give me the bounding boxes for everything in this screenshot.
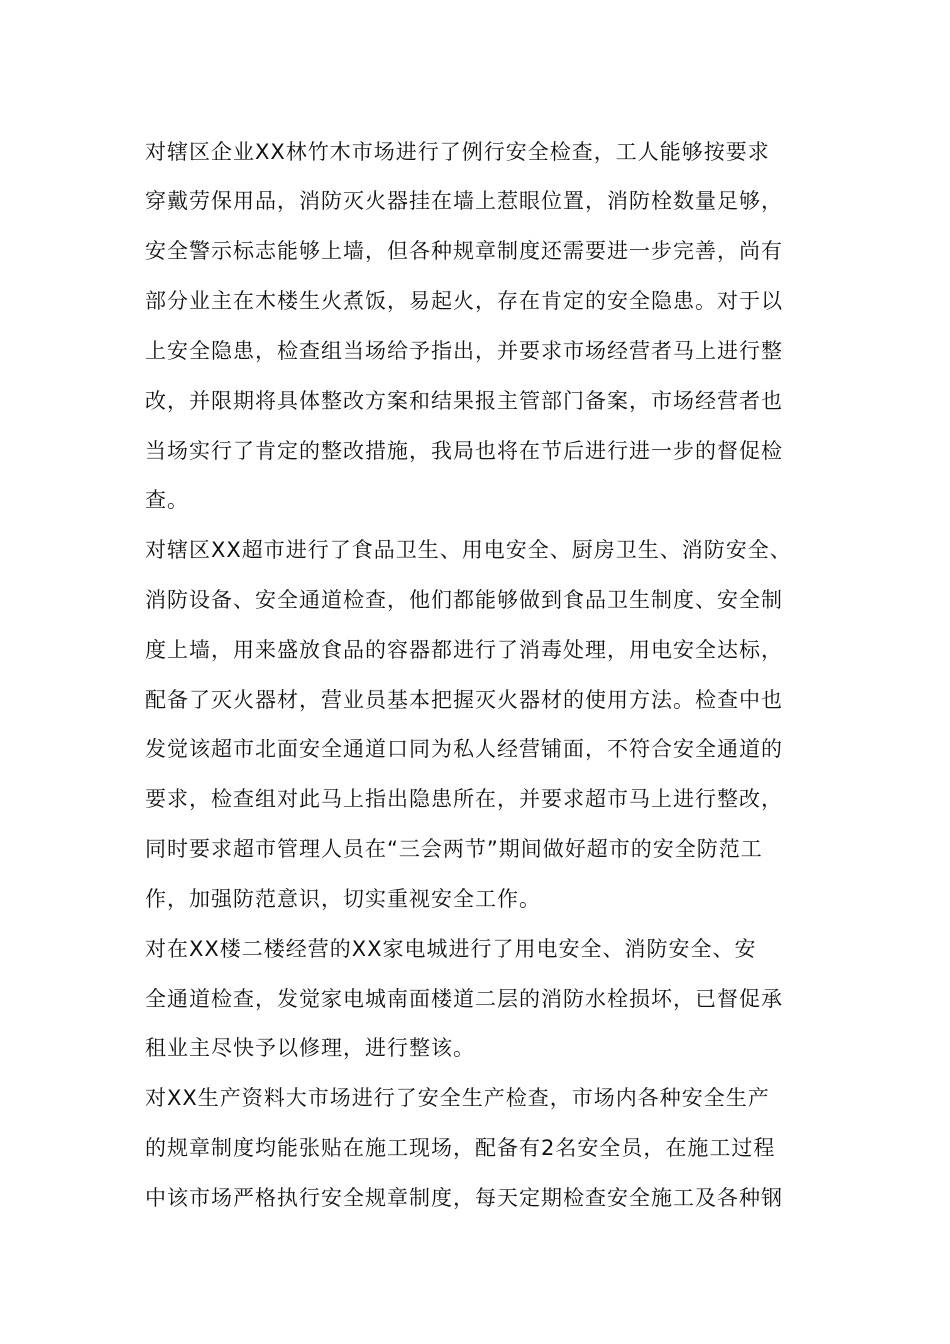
text-line: 对辖区企业XX林竹木市场进行了例行安全检查，工人能够按要求 — [145, 140, 770, 164]
text-line: 部分业主在木楼生火煮饭，易起火，存在肯定的安全隐患。对于以 — [145, 289, 783, 313]
text-line: 度上墙，用来盛放食品的容器都进行了消毒处理，用电安全达标， — [145, 638, 783, 662]
text-line: 查。 — [145, 488, 189, 512]
text-line: 发觉该超市北面安全通道口同为私人经营铺面，不符合安全通道的 — [145, 737, 783, 761]
text-line: 中该市场严格执行安全规章制度，每天定期检查安全施工及各种钢 — [145, 1186, 783, 1210]
text-line: 消防设备、安全通道检查，他们都能够做到食品卫生制度、安全制 — [145, 588, 783, 612]
text-line: 作，加强防范意识，切实重视安全工作。 — [145, 887, 541, 911]
text-line: 当场实行了肯定的整改措施，我局也将在节后进行进一步的督促检 — [145, 439, 783, 463]
text-line: 要求，检查组对此马上指出隐患所在，并要求超市马上进行整改， — [145, 787, 783, 811]
text-line: 穿戴劳保用品，消防灭火器挂在墙上惹眼位置，消防栓数量足够， — [145, 189, 783, 213]
text-line: 对在XX楼二楼经营的XX家电城进行了用电安全、消防安全、安 — [145, 937, 757, 961]
text-line: 对辖区XX超市进行了食品卫生、用电安全、厨房卫生、消防安全、 — [145, 538, 792, 562]
text-line: 的规章制度均能张贴在施工现场，配备有2名安全员，在施工过程 — [145, 1136, 776, 1160]
text-line: 全通道检查，发觉家电城南面楼道二层的消防水栓损坏，已督促承 — [145, 987, 783, 1011]
text-line: 安全警示标志能够上墙，但各种规章制度还需要进一步完善，尚有 — [145, 239, 783, 263]
text-line: 租业主尽快予以修理，进行整该。 — [145, 1036, 475, 1060]
text-line: 上安全隐患，检查组当场给予指出，并要求市场经营者马上进行整 — [145, 339, 783, 363]
text-line: 同时要求超市管理人员在“三会两节”期间做好超市的安全防范工 — [145, 837, 763, 861]
text-line: 配备了灭火器材，营业员基本把握灭火器材的使用方法。检查中也 — [145, 688, 783, 712]
text-line: 改，并限期将具体整改方案和结果报主管部门备案，市场经营者也 — [145, 389, 783, 413]
text-line: 对XX生产资料大市场进行了安全生产检查，市场内各种安全生产 — [145, 1086, 770, 1110]
